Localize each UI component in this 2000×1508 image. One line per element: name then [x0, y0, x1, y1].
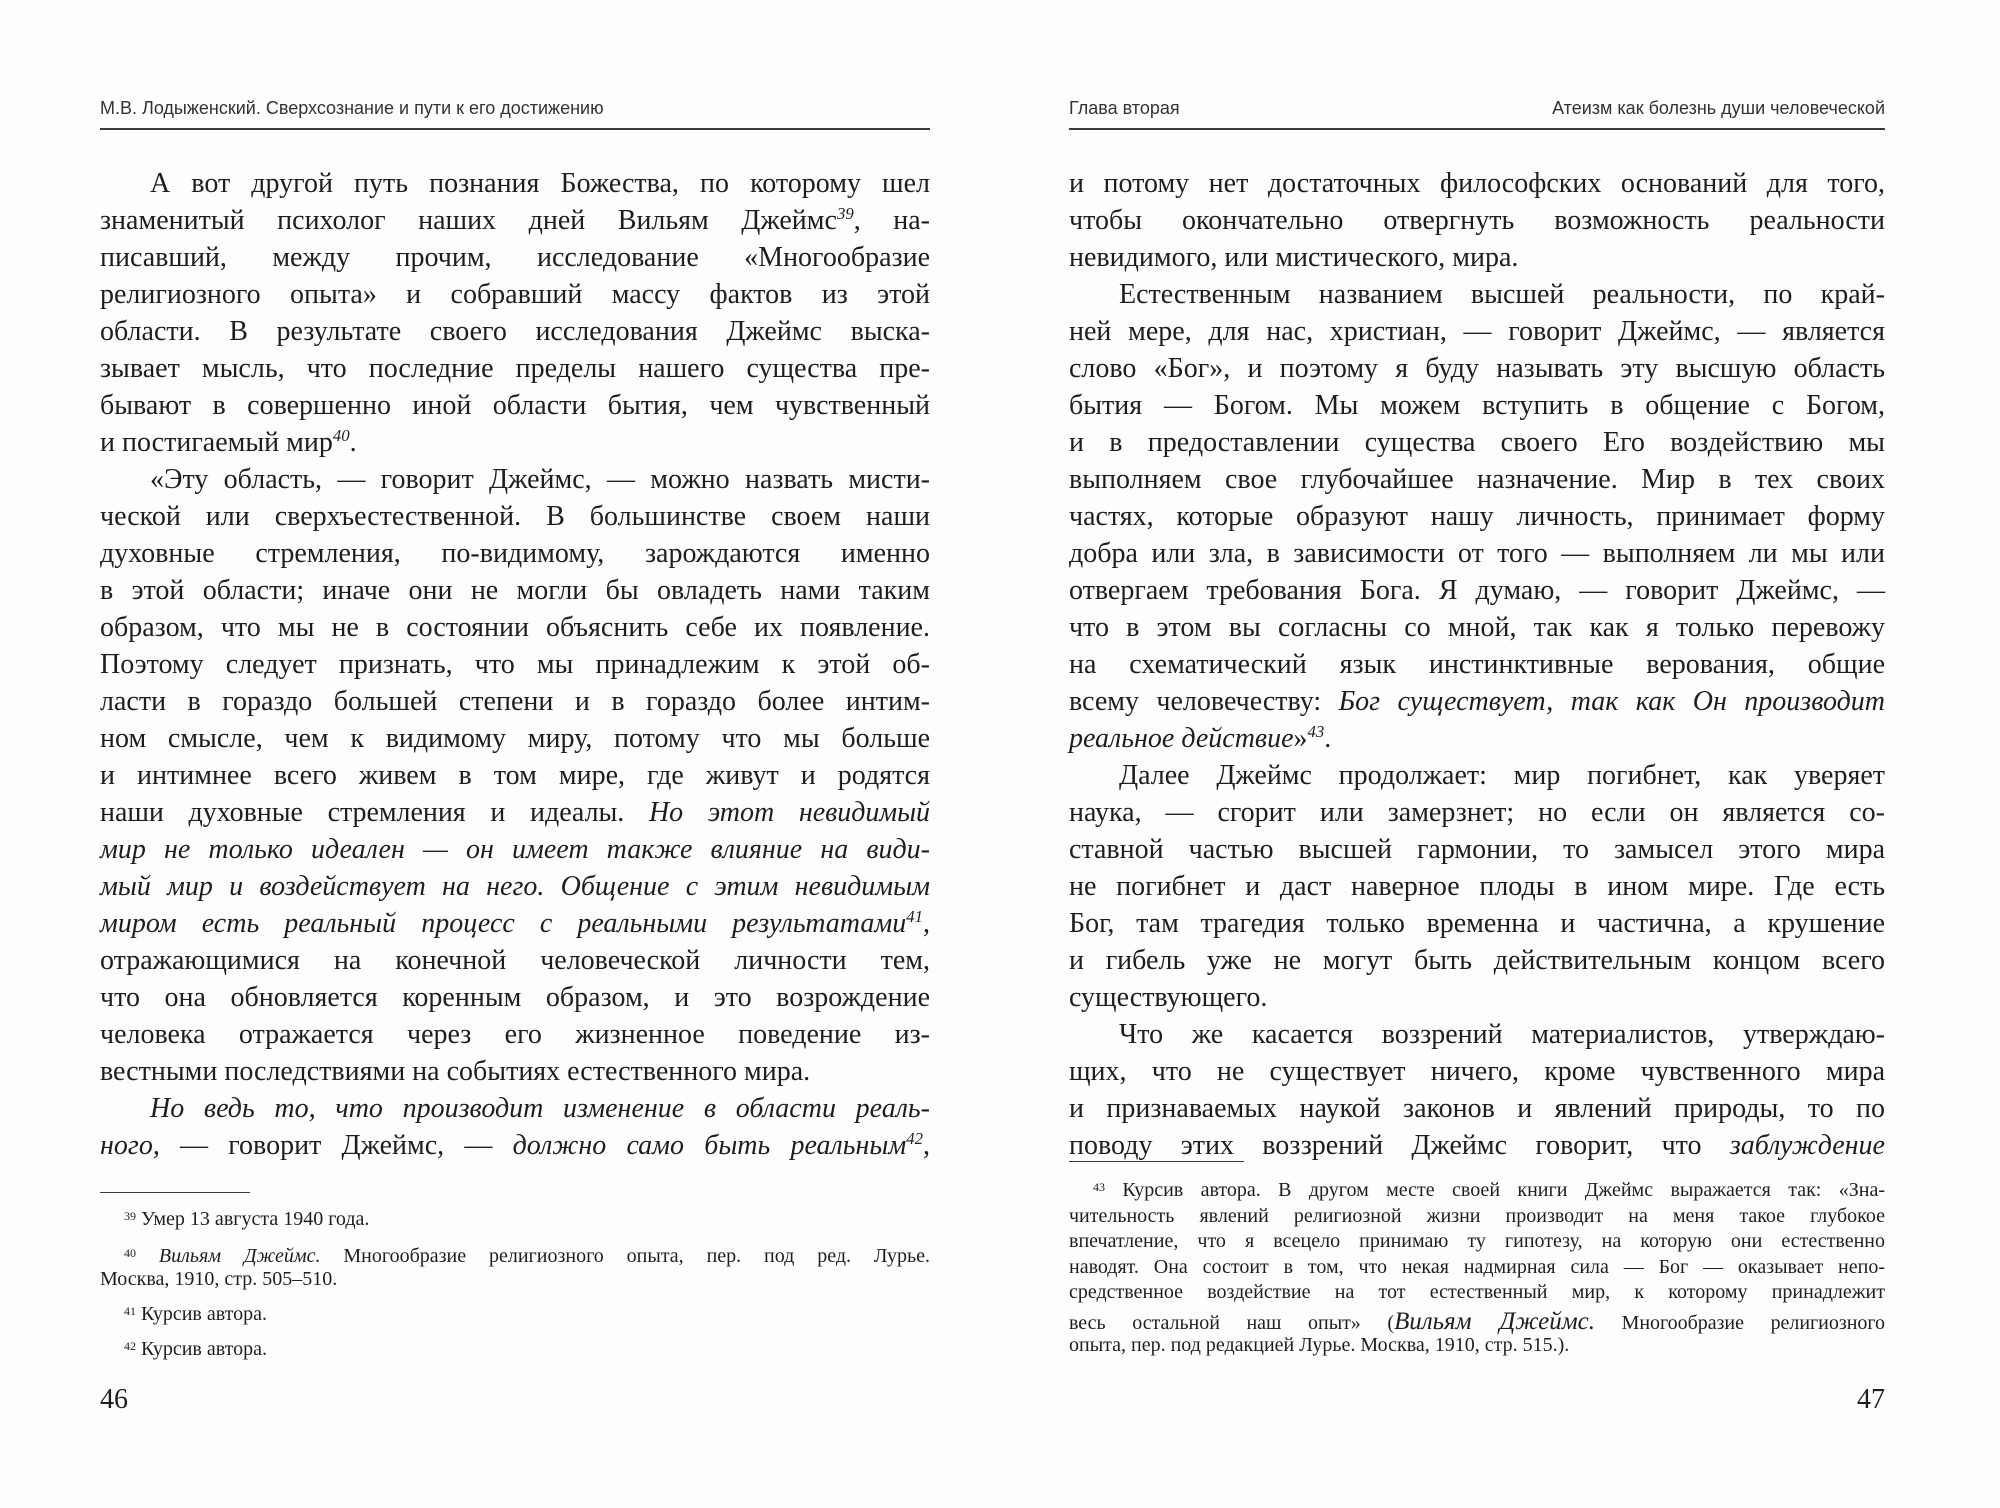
italic-text-run: реальное действие [1069, 723, 1294, 754]
text-line [1069, 313, 1885, 350]
footnote-reference: 39 [836, 204, 854, 223]
footnote-line [1069, 1308, 1885, 1336]
text-run: частях, которые образуют нашу личность, принимает форму [1069, 501, 1885, 532]
text-run: и потому нет достаточных философских оснований для того, [1069, 168, 1885, 199]
left-footnote-rule [100, 1192, 250, 1193]
text-line [100, 313, 930, 350]
text-run: Многообразие религиозного опыта, пер. под ред. Лурье. [320, 1245, 930, 1267]
text-line [100, 1053, 930, 1090]
text-run: выполняем свое глубочайшее назначение. Мир в тех своих [1069, 464, 1885, 495]
text-line [1069, 165, 1885, 202]
footnote-line [1069, 1230, 1885, 1253]
footnote-reference: 42 [906, 1129, 923, 1148]
text-run: в этой области; иначе они не могли бы овладеть нами таким [100, 575, 930, 606]
footnote-line [1069, 1179, 1885, 1202]
text-run: Курсив автора. [136, 1303, 268, 1325]
text-run: духовные стремления, по-видимому, зарождаются именно [100, 538, 930, 569]
text-line [100, 202, 930, 239]
footnote-line [100, 1303, 930, 1326]
footnote-reference: 43 [1307, 722, 1325, 741]
italic-text-run: мый мир и воздействует на него. Общение с этим невидимым [100, 871, 930, 902]
text-line [100, 461, 930, 498]
text-run: на схематический язык инстинктивные верования, общие [1069, 649, 1885, 680]
text-run: . [349, 427, 357, 458]
text-run: ставной частью высшей гармонии, то замысел этого мира [1069, 834, 1885, 865]
text-run: ласти в гораздо большей степени и в гораздо более интим- [100, 686, 930, 717]
text-line [1069, 239, 1885, 276]
text-line [100, 720, 930, 757]
footnote-line [100, 1245, 930, 1268]
left-running-title: М.В. Лодыженский. Сверхсознание и пути к его достижению [100, 98, 604, 118]
text-run: бывают в совершенно иной области бытия, чем чувственный [100, 390, 930, 421]
text-line [1069, 1090, 1885, 1127]
text-run: писавший, между прочим, исследование «Многообразие [100, 242, 930, 273]
italic-text-run: Бог существует, так как Он производит [1338, 686, 1885, 717]
text-line [1069, 757, 1885, 794]
text-line [1069, 572, 1885, 609]
text-run: и гибель уже не могут быть действительным концом всего [1069, 945, 1885, 976]
text-line [1069, 794, 1885, 831]
footnote-reference: 42 [124, 1339, 136, 1353]
text-line [100, 757, 930, 794]
text-line [100, 1016, 930, 1053]
right-page-body [1069, 165, 1885, 1164]
text-run: существующего. [1069, 982, 1268, 1013]
right-header-rule [1069, 128, 1885, 130]
text-run: добра или зла, в зависимости от того — выполняем ли мы или [1069, 538, 1885, 569]
text-line [100, 646, 930, 683]
text-run: что в этом вы согласны со мной, так как я только перевожу [1069, 612, 1885, 643]
text-line [1069, 831, 1885, 868]
text-run: — говорит Джеймс, — [159, 1130, 513, 1161]
text-run: . [1324, 723, 1332, 754]
text-run: весь остальной наш опыт» ( [1069, 1312, 1395, 1334]
italic-text-run: заблуждение [1729, 1130, 1885, 1161]
page-number-left: 46 [100, 1384, 128, 1415]
text-run: чтобы окончательно отвергнуть возможность реальности [1069, 205, 1885, 236]
text-run: наводят. Она состоит в том, что некая надмирная сила — Бог — оказывает непо- [1069, 1256, 1885, 1278]
text-run: Бог, там трагедия только временна и частична, а крушение [1069, 908, 1885, 939]
footnote-reference: 43 [1093, 1180, 1105, 1194]
italic-text-run: мир не только идеален — он имеет также влияние на види- [100, 834, 930, 865]
text-run: отражающимися на конечной человеческой личности тем, [100, 945, 930, 976]
text-run: отвергаем требования Бога. Я думаю, — говорит Джеймс, — [1069, 575, 1885, 606]
footnote-line [100, 1208, 930, 1231]
text-run: Многообразие религиозного [1594, 1312, 1885, 1334]
footnote-line [100, 1268, 930, 1291]
footnote-reference: 40 [332, 426, 350, 445]
text-run: Далее Джеймс продолжает: мир погибнет, как уверяет [1119, 760, 1885, 791]
text-run: и в предоставлении существа своего Его воздействию мы [1069, 427, 1885, 458]
footnote-reference: 41 [906, 907, 923, 926]
text-line [100, 831, 930, 868]
text-line [100, 276, 930, 313]
text-line [100, 905, 930, 942]
text-run: зывает мысль, что последние пределы нашего существа пре- [100, 353, 930, 384]
italic-text-run: Но ведь то, что производит изменение в области реаль- [150, 1093, 930, 1124]
text-line [100, 1090, 930, 1127]
text-line [1069, 387, 1885, 424]
footnote-reference: 41 [124, 1304, 136, 1318]
text-run: вестными последствиями на событиях естественного мира. [100, 1056, 811, 1087]
text-run: и интимнее всего живем в том мире, где живут и родятся [100, 760, 930, 791]
italic-text-run: Вильям Джеймс. [158, 1245, 321, 1267]
footnote-reference: 40 [124, 1246, 136, 1260]
text-line [100, 794, 930, 831]
text-line [1069, 424, 1885, 461]
text-line [1069, 498, 1885, 535]
text-run: А вот другой путь познания Божества, по которому шел [150, 168, 930, 199]
text-run: наши духовные стремления и идеалы. [100, 797, 649, 828]
text-line [100, 424, 930, 461]
text-run: Курсив автора. В другом месте своей книги Джеймс выражается так: «Зна- [1105, 1179, 1885, 1201]
text-run: чительность явлений религиозной жизни производит на меня такое глубокое [1069, 1205, 1885, 1227]
text-line [1069, 646, 1885, 683]
text-line [1069, 350, 1885, 387]
text-run: впечатление, что я всецело принимаю ту гипотезу, на которую они естественно [1069, 1230, 1885, 1252]
text-line [100, 868, 930, 905]
text-run: наука, — сгорит или замерзнет; но если он является со- [1069, 797, 1885, 828]
text-line [100, 1127, 930, 1164]
text-run: «Эту область, — говорит Джеймс, — можно назвать мисти- [150, 464, 930, 495]
text-run: Умер 13 августа 1940 года. [136, 1208, 370, 1230]
text-run: » [1293, 723, 1308, 754]
text-line [1069, 1053, 1885, 1090]
text-run: невидимого, или мистического, мира. [1069, 242, 1519, 273]
italic-text-run: Вильям Джеймс. [1394, 1308, 1595, 1335]
text-run: Что же касается воззрений материалистов, утверждаю- [1119, 1019, 1885, 1050]
footnote-line [1069, 1334, 1885, 1357]
left-page-body [100, 165, 930, 1164]
text-line [1069, 720, 1885, 757]
text-run: знаменитый психолог наших дней Вильям Джеймс [100, 205, 837, 236]
italic-text-run: миром есть реальный процесс с реальными результатами [100, 908, 907, 939]
text-run: щих, что не существует ничего, кроме чувственного мира [1069, 1056, 1885, 1087]
italic-text-run: Но этот невидимый [648, 797, 930, 828]
text-run: что она обновляется коренным образом, и это возрождение [100, 982, 930, 1013]
text-line [1069, 1127, 1885, 1164]
text-run: и постигаемый мир [100, 427, 333, 458]
text-run: не погибнет и даст наверное плоды в ином мире. Где есть [1069, 871, 1885, 902]
text-run: и признаваемых наукой законов и явлений природы, то по [1069, 1093, 1885, 1124]
text-run: , на- [853, 205, 930, 236]
text-line [100, 942, 930, 979]
text-run: поводу этих воззрений Джеймс говорит, что [1069, 1130, 1730, 1161]
text-line [100, 350, 930, 387]
text-run: образом, что мы не в состоянии объяснить себе их появление. [100, 612, 930, 643]
text-line [100, 498, 930, 535]
text-run: Москва, 1910, стр. 505–510. [100, 1268, 338, 1290]
text-run: бытия — Богом. Мы можем вступить в общение с Богом, [1069, 390, 1885, 421]
text-line [100, 572, 930, 609]
text-run: , [923, 1130, 930, 1161]
text-run: Поэтому следует признать, что мы принадлежим к этой об- [100, 649, 930, 680]
text-line [1069, 461, 1885, 498]
text-line [1069, 979, 1885, 1016]
text-run: опыта, пер. под редакцией Лурье. Москва, 1910, стр. 515.). [1069, 1334, 1570, 1356]
italic-text-run: ного, [100, 1130, 160, 1161]
footnote-reference: 39 [124, 1209, 136, 1223]
text-line [1069, 609, 1885, 646]
page-number-right: 47 [1857, 1384, 1885, 1415]
text-line [100, 683, 930, 720]
text-line [1069, 905, 1885, 942]
footnote-line [1069, 1256, 1885, 1279]
text-line [1069, 276, 1885, 313]
text-run: религиозного опыта» и собравший массу фактов из этой [100, 279, 930, 310]
text-run [136, 1245, 159, 1267]
text-line [100, 165, 930, 202]
left-header-rule [100, 128, 930, 130]
text-run: ней мере, для нас, христиан, — говорит Джеймс, — является [1069, 316, 1885, 347]
text-run: , [923, 908, 930, 939]
footnote-line [1069, 1281, 1885, 1304]
text-line [1069, 535, 1885, 572]
text-line [100, 387, 930, 424]
text-line [100, 239, 930, 276]
right-running-title: Атеизм как болезнь души человеческой [1552, 98, 1885, 118]
text-run: области. В результате своего исследования Джеймс выска- [100, 316, 930, 347]
text-line [100, 979, 930, 1016]
text-line [100, 535, 930, 572]
footnote-line [100, 1338, 930, 1361]
text-run: Курсив автора. [136, 1338, 268, 1360]
text-line [1069, 942, 1885, 979]
right-footnote-rule [1069, 1161, 1244, 1162]
text-run: всему человечеству: [1069, 686, 1339, 717]
italic-text-run: должно само быть реальным [512, 1130, 907, 1161]
text-line [1069, 1016, 1885, 1053]
text-run: средственное воздействие на тот естественный мир, к которому принадлежит [1069, 1281, 1885, 1303]
text-line [1069, 683, 1885, 720]
text-run: ческой или сверхъестественной. В большинстве своем наши [100, 501, 930, 532]
text-run: Естественным названием высшей реальности, по край- [1119, 279, 1885, 310]
text-line [1069, 868, 1885, 905]
footnote-line [1069, 1205, 1885, 1228]
text-run: ном смысле, чем к видимому миру, потому что мы больше [100, 723, 930, 754]
right-chapter-title: Глава вторая [1069, 98, 1180, 118]
text-line [1069, 202, 1885, 239]
text-line [100, 609, 930, 646]
text-run: человека отражается через его жизненное поведение из- [100, 1019, 930, 1050]
text-run: слово «Бог», и поэтому я буду называть эту высшую область [1069, 353, 1885, 384]
